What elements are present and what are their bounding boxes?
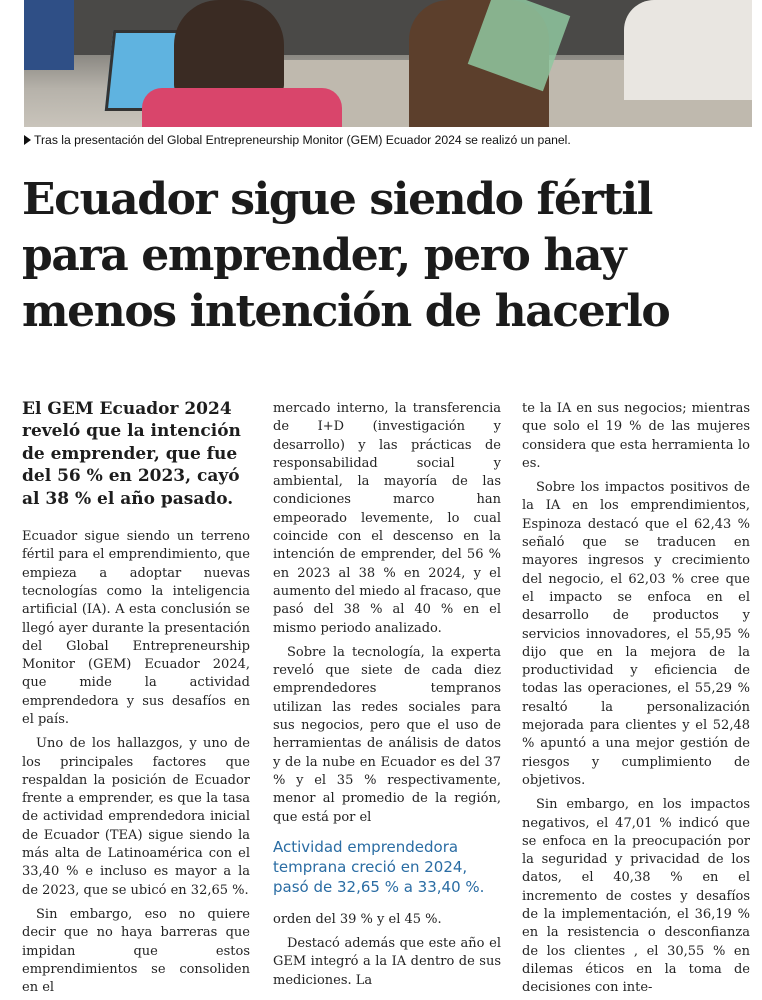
body-paragraph: Sin embargo, en los impactos negativos, el 47,01 % indicó que se enfoca en la preocupación por la seguridad y privacidad de los datos, el 40,38 % en el incremento de costes y desafíos de la implementación, el 36,19 % en la resistencia o desconfianza de los clientes , el 30,55 % en dilemas éticos en la toma de decisiones con inte- — [522, 797, 750, 996]
headline — [22, 172, 752, 340]
caption-text: Tras la presentación del Global Entrepreneurship Monitor (GEM) Ecuador 2024 se realizó un panel. — [34, 133, 571, 147]
body-paragraph: te la IA en sus negocios; mientras que solo el 19 % de las mujeres considera que esta herramienta lo es. — [522, 401, 750, 471]
column-1 — [22, 398, 250, 997]
body-paragraph: Sobre la tecnología, la experta reveló que siete de cada diez emprendedores tempranos utilizan las redes sociales para sus negocios, pero que el uso de herramientas de análisis de datos y de la nube en Ecuador es del 37 % y el 35 % respectivamente, menor al promedio de la región, que está por el — [273, 644, 501, 825]
lead-paragraph: El GEM Ecuador 2024 reveló que la intención de emprender, que fue del 56 % en 2023, cayó al 38 % el año pasado. — [22, 399, 241, 509]
body-paragraph: Ecuador sigue siendo un terreno fértil para el emprendimiento, que empieza a adoptar nuevas tecnologías como la inteligencia artificial (IA). A esta conclusión se llegó ayer durante la presentación del Global Entrepreneurship Monitor (GEM) Ecuador 2024, que mide la actividad emprendedora y sus desafíos en el país. — [22, 529, 250, 727]
article-photo — [24, 0, 752, 127]
pull-quote: Actividad emprendedora temprana creció en 2024, pasó de 32,65 % a 33,40 %. — [273, 837, 485, 896]
headline-line-1: Ecuador sigue siendo fértil — [22, 174, 652, 225]
body-paragraph: mercado interno, la transferencia de I+D (investigación y desarrollo) y las prácticas de responsabilidad social y ambiental, la mayoría de las condiciones marco han empeorado levemente, lo cual coincide con el descenso en la intención de emprender, del 56 % en 2023 al 38 % en 2024, y el aumento del miedo al fracaso, que pasó del 38 % al 40 % en el mismo periodo analizado. — [273, 401, 501, 636]
body-paragraph: Destacó además que este año el GEM integró a la IA dentro de sus mediciones. La — [273, 936, 501, 988]
body-paragraph: orden del 39 % y el 45 %. — [273, 911, 442, 927]
headline-line-2: para emprender, pero hay — [22, 230, 626, 281]
body-paragraph: Sobre los impactos positivos de la IA en los emprendimientos, Espinoza destacó que el 62,43 % señaló que se traducen en mayores ingresos y crecimiento del negocio, el 62,03 % cree que el impacto se enfoca en el desarrollo de productos y servicios innovadores, el 55,95 % dijo que en la mejora de la productividad y eficiencia de todas las operaciones, el 55,29 % resaltó la personalización mejorada para clientes y el 52,48 % apuntó a una mejor gestión de riesgos y cumplimiento de objetivos. — [522, 480, 750, 788]
body-paragraph: Sin embargo, eso no quiere decir que no haya barreras que impidan que estos emprendimientos se consoliden en el — [22, 906, 250, 996]
caption-marker-icon — [24, 135, 31, 145]
photo-caption — [24, 133, 752, 147]
headline-line-3: menos intención de hacerlo — [22, 286, 670, 337]
column-2 — [273, 400, 501, 990]
column-3 — [522, 400, 750, 998]
body-paragraph: Uno de los hallazgos, y uno de los principales factores que respaldan la posición de Ecuador frente a emprender, es que la tasa de actividad emprendedora inicial de Ecuador (TEA) sigue siendo la más alta de Latinoamérica con el 33,40 % e incluso es mayor a la de 2023, que se ubicó en 32,65 %. — [22, 736, 250, 898]
